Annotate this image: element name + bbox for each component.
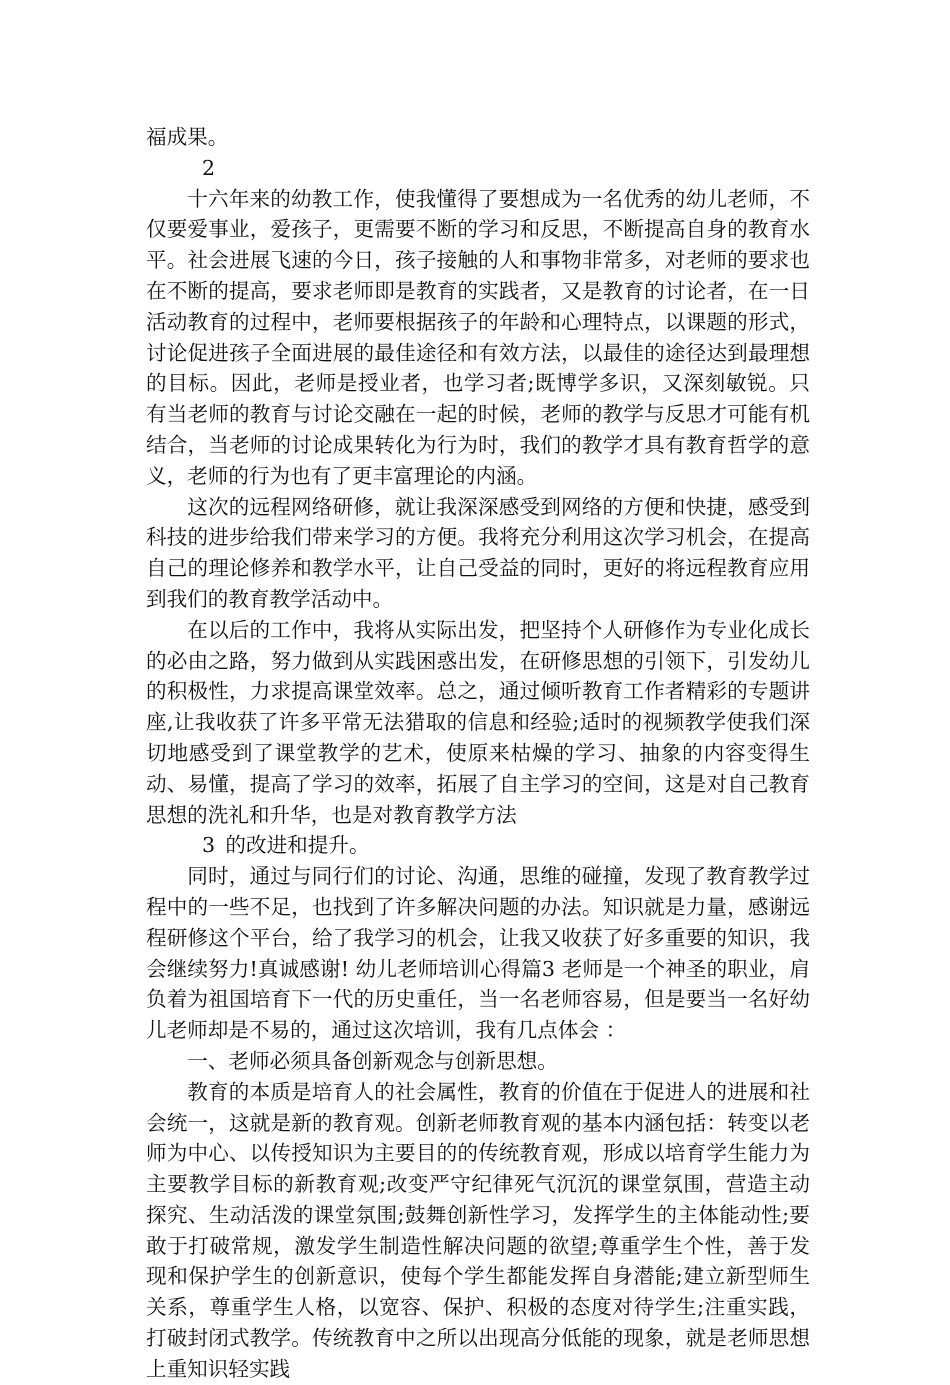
- document-page: [146, 122, 810, 1385]
- page-number: 3: [202, 833, 216, 858]
- paragraph: 教育的本质是培育人的社会属性，教育的价值在于促进人的进展和社会统一，这就是新的教育观。创新老师教育观的基本内涵包括：转变以老师为中心、以传授知识为主要目的的传统教育观，形成以培育学生能力为主要教学目标的新教育观;改变严守纪律死气沉沉的课堂氛围，营造主动探究、生动活泼的课堂氛围;鼓舞创新性学习，发挥学生的主体能动性;要敢于打破常规，激发学生制造性解决问题的欲望;尊重学生个性，善于发现和保护学生的创新意识，使每个学生都能发挥自身潜能;建立新型师生关系，尊重学生人格，以宽容、保护、积极的态度对待学生;注重实践，打破封闭式教学。传统教育中之所以出现高分低能的现象，就是老师思想上重知识轻实践: [146, 1079, 810, 1381]
- paragraph-continuation: 福成果。: [146, 125, 229, 149]
- paragraph: 十六年来的幼教工作，使我懂得了要想成为一名优秀的幼儿老师，不仅要爱事业，爱孩子，更需要不断的学习和反思，不断提高自身的教育水平。社会进展飞速的今日，孩子接触的人和事物非常多，对老师的要求也在不断的提高，要求老师即是教育的实践者，又是教育的讨论者，在一日活动教育的过程中，老师要根据孩子的年龄和心理特点，以课题的形式，讨论促进孩子全面进展的最佳途径和有效方法，以最佳的途径达到最理想的目标。因此，老师是授业者，也学习者;既博学多识，又深刻敏锐。只有当老师的教育与讨论交融在一起的时候，老师的教学与反思才可能有机结合，当老师的讨论成果转化为行为时，我们的教学才具有教育哲学的意义，老师的行为也有了更丰富理论的内涵。: [146, 186, 810, 488]
- section-heading: 一、老师必须具备创新观念与创新思想。: [187, 1048, 558, 1073]
- paragraph: 在以后的工作中，我将从实际出发，把坚持个人研修作为专业化成长的必由之路，努力做到从实践困惑出发，在研修思想的引领下，引发幼儿的积极性，力求提高课堂效率。总之，通过倾听教育工作者精彩的专题讲座,让我收获了许多平常无法猎取的信息和经验;适时的视频教学使我们深切地感受到了课堂教学的艺术，使原来枯燥的学习、抽象的内容变得生动、易懂，提高了学习的效率，拓展了自主学习的空间，这是对自己教育思想的洗礼和升华，也是对教育教学方法: [146, 617, 810, 827]
- page-number-line: [146, 830, 810, 861]
- paragraph: 这次的远程网络研修，就让我深深感受到网络的方便和快捷，感受到科技的进步给我们带来学习的方便。我将充分利用这次学习机会，在提高自己的理论修养和教学水平，让自己受益的同时，更好的将远程教育应用到我们的教育教学活动中。: [146, 494, 810, 611]
- paragraph-continuation: 的改进和提升。: [225, 833, 370, 858]
- page-number: 2: [202, 155, 216, 180]
- paragraph: 同时，通过与同行们的讨论、沟通，思维的碰撞，发现了教育教学过程中的一些不足，也找到了许多解决问题的办法。知识就是力量，感谢远程研修这个平台，给了我学习的机会，让我又收获了好多重要的知识，我会继续努力!真诚感谢! 幼儿老师培训心得篇3 老师是一个神圣的职业，肩负着为祖国培育下一代的历史重任，当一名老师容易，但是要当一名好幼儿老师却是不易的，通过这次培训，我有几点体会 ：: [146, 864, 810, 1043]
